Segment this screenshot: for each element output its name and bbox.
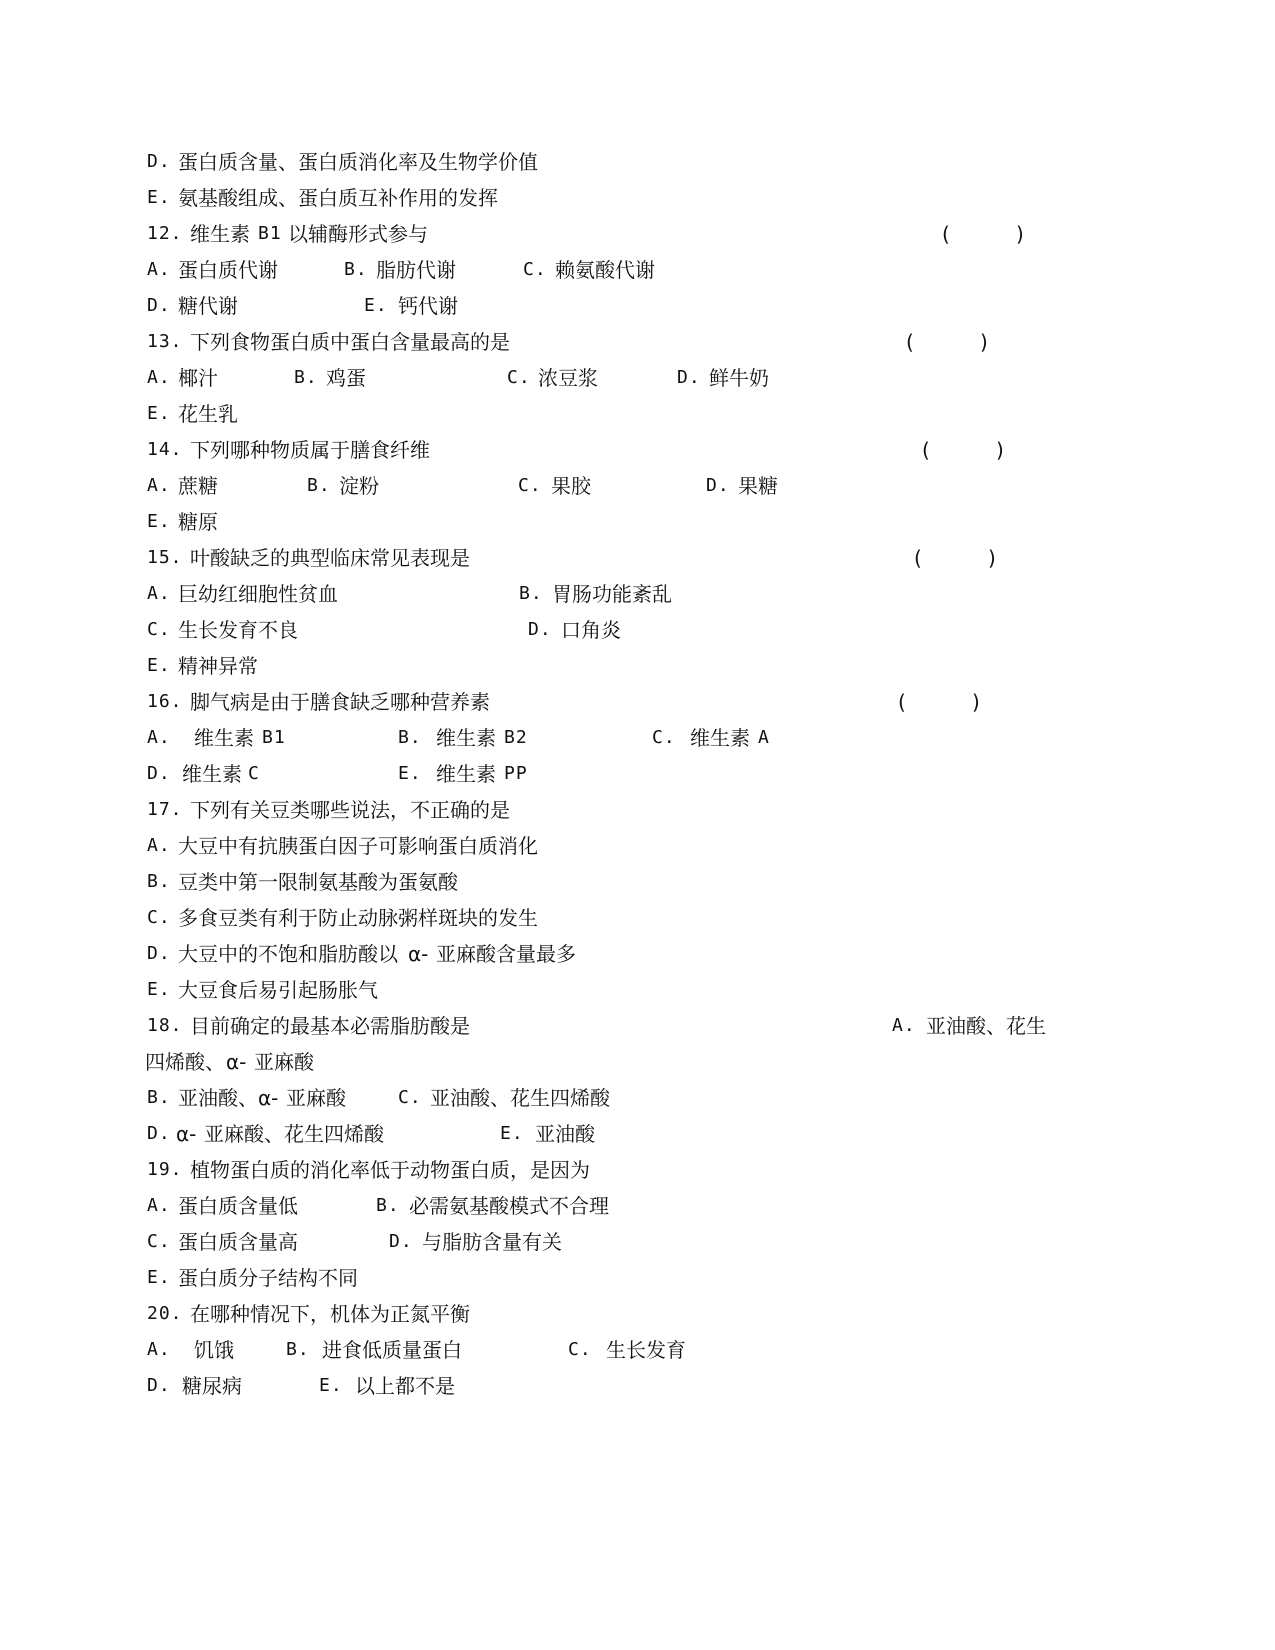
option-text: 鸡蛋 [326, 366, 366, 390]
question-text: 在哪种情况下，机体为正氮平衡 [190, 1302, 470, 1326]
option-text: 胃肠功能紊乱 [552, 582, 672, 606]
option-line [0, 612, 1275, 648]
option-text: 钙代谢 [398, 294, 458, 318]
answer-bracket-open: ( [906, 330, 914, 354]
option-letter: D. [147, 1123, 171, 1144]
option-text: 果糖 [738, 474, 778, 498]
option-letter: B. [398, 727, 422, 748]
question-line [0, 1296, 1275, 1332]
option-text: 大豆中的不饱和脂肪酸以 [178, 942, 398, 966]
option-text: 糖原 [178, 510, 218, 534]
answer-bracket-close: ) [972, 690, 980, 714]
option-text: 亚麻酸 [254, 1050, 314, 1074]
option-text: 亚油酸、 [178, 1086, 258, 1110]
option-letter: C. [652, 727, 676, 748]
option-text: 生长发育不良 [178, 618, 298, 642]
option-line [0, 1224, 1275, 1260]
option-letter: D. [147, 295, 171, 316]
option-text: 糖代谢 [178, 294, 238, 318]
option-text: B1 [262, 727, 286, 748]
option-line [0, 1116, 1275, 1152]
option-letter: B. [344, 259, 368, 280]
option-line [0, 288, 1275, 324]
option-letter: A. [147, 475, 171, 496]
question-text: 维生素 [190, 222, 250, 246]
option-text: 维生素 [194, 726, 254, 750]
option-letter: D. [706, 475, 730, 496]
question-text: 下列哪种物质属于膳食纤维 [190, 438, 430, 462]
option-line [0, 1332, 1275, 1368]
option-letter: E. [147, 979, 171, 1000]
question-text: 下列食物蛋白质中蛋白含量最高的是 [190, 330, 510, 354]
option-text: α- [226, 1050, 247, 1074]
option-text: 淀粉 [339, 474, 379, 498]
option-letter: E. [364, 295, 388, 316]
option-letter: C. [147, 619, 171, 640]
option-letter: B. [147, 871, 171, 892]
question-line [0, 540, 1275, 576]
option-line [0, 648, 1275, 684]
answer-bracket-open: ( [942, 222, 950, 246]
option-text: 维生素 [436, 726, 496, 750]
question-number: 15. [147, 547, 183, 568]
option-line [0, 468, 1275, 504]
option-text: 大豆食后易引起肠胀气 [178, 978, 378, 1002]
option-text: 浓豆浆 [538, 366, 598, 390]
option-line [0, 900, 1275, 936]
option-text: PP [504, 763, 528, 784]
option-letter: E. [147, 655, 171, 676]
option-text: 巨幼红细胞性贫血 [178, 582, 338, 606]
option-text: 亚麻酸含量最多 [436, 942, 576, 966]
option-line [0, 864, 1275, 900]
question-line [0, 432, 1275, 468]
answer-bracket-open: ( [922, 438, 930, 462]
question-text: B1 [258, 223, 282, 244]
option-line [0, 1188, 1275, 1224]
question-number: 13. [147, 331, 183, 352]
option-text: 生长发育 [606, 1338, 686, 1362]
option-text: C [248, 763, 260, 784]
option-letter: B. [519, 583, 543, 604]
option-letter: A. [892, 1015, 916, 1036]
option-text: 蔗糖 [178, 474, 218, 498]
option-line [0, 1368, 1275, 1404]
option-text: 椰汁 [178, 366, 218, 390]
option-line [0, 144, 1275, 180]
option-text: 脂肪代谢 [376, 258, 456, 282]
option-letter: A. [147, 583, 171, 604]
question-number: 17. [147, 799, 183, 820]
option-text: 鲜牛奶 [709, 366, 769, 390]
option-line [0, 936, 1275, 972]
option-text: 亚油酸、花生四烯酸 [430, 1086, 610, 1110]
option-text: α- [258, 1086, 279, 1110]
option-text: 蛋白质含量低 [178, 1194, 298, 1218]
option-letter: E. [147, 187, 171, 208]
option-letter: B. [286, 1339, 310, 1360]
option-letter: C. [507, 367, 531, 388]
option-letter: A. [147, 727, 171, 748]
option-text: 多食豆类有利于防止动脉粥样斑块的发生 [178, 906, 538, 930]
option-text: 口角炎 [561, 618, 621, 642]
question-line [0, 216, 1275, 252]
option-text: 花生乳 [178, 402, 238, 426]
option-line [0, 1044, 1275, 1080]
option-text: 必需氨基酸模式不合理 [409, 1194, 609, 1218]
option-letter: C. [147, 1231, 171, 1252]
question-text: 脚气病是由于膳食缺乏哪种营养素 [190, 690, 490, 714]
option-letter: D. [389, 1231, 413, 1252]
option-letter: E. [398, 763, 422, 784]
option-line [0, 252, 1275, 288]
option-line [0, 360, 1275, 396]
option-letter: B. [376, 1195, 400, 1216]
option-line [0, 504, 1275, 540]
question-text: 以辅酶形式参与 [288, 222, 428, 246]
option-text: 与脂肪含量有关 [422, 1230, 562, 1254]
option-text: 进食低质量蛋白 [322, 1338, 462, 1362]
option-letter: A. [147, 1339, 171, 1360]
answer-bracket-open: ( [914, 546, 922, 570]
option-letter: A. [147, 367, 171, 388]
question-line [0, 324, 1275, 360]
option-text: 大豆中有抗胰蛋白因子可影响蛋白质消化 [178, 834, 538, 858]
option-text: 蛋白质含量高 [178, 1230, 298, 1254]
option-text: 蛋白质分子结构不同 [178, 1266, 358, 1290]
option-text: 精神异常 [178, 654, 258, 678]
question-line [0, 1152, 1275, 1188]
option-text: 蛋白质含量、蛋白质消化率及生物学价值 [178, 150, 538, 174]
option-letter: C. [147, 907, 171, 928]
option-text: 维生素 [182, 762, 242, 786]
answer-bracket-open: ( [898, 690, 906, 714]
option-letter: B. [294, 367, 318, 388]
option-letter: D. [147, 943, 171, 964]
option-letter: D. [147, 763, 171, 784]
question-line [0, 684, 1275, 720]
option-letter: D. [147, 151, 171, 172]
option-text: 维生素 [436, 762, 496, 786]
option-letter: E. [147, 511, 171, 532]
question-number: 20. [147, 1303, 183, 1324]
option-letter: D. [528, 619, 552, 640]
option-line [0, 576, 1275, 612]
option-text: 饥饿 [194, 1338, 234, 1362]
option-letter: C. [568, 1339, 592, 1360]
question-number: 19. [147, 1159, 183, 1180]
question-line [0, 1008, 1275, 1044]
question-text: 叶酸缺乏的典型临床常见表现是 [190, 546, 470, 570]
question-number: 12. [147, 223, 183, 244]
question-text: 下列有关豆类哪些说法，不正确的是 [190, 798, 510, 822]
option-text: 赖氨酸代谢 [555, 258, 655, 282]
option-text: 豆类中第一限制氨基酸为蛋氨酸 [178, 870, 458, 894]
option-line [0, 396, 1275, 432]
option-text: α- [408, 942, 429, 966]
option-letter: A. [147, 259, 171, 280]
option-line [0, 828, 1275, 864]
option-text: 亚油酸 [535, 1122, 595, 1146]
option-letter: E. [500, 1123, 524, 1144]
answer-bracket-close: ) [988, 546, 996, 570]
option-line [0, 756, 1275, 792]
option-text: B2 [504, 727, 528, 748]
option-letter: D. [677, 367, 701, 388]
option-text: α- [176, 1122, 197, 1146]
option-text: 蛋白质代谢 [178, 258, 278, 282]
option-line [0, 720, 1275, 756]
option-text: A [758, 727, 770, 748]
question-line [0, 792, 1275, 828]
answer-bracket-close: ) [980, 330, 988, 354]
option-text: 亚麻酸、花生四烯酸 [204, 1122, 384, 1146]
option-letter: E. [147, 1267, 171, 1288]
option-letter: D. [147, 1375, 171, 1396]
question-number: 14. [147, 439, 183, 460]
option-text: 果胶 [551, 474, 591, 498]
option-letter: A. [147, 835, 171, 856]
answer-bracket-close: ) [1016, 222, 1024, 246]
option-letter: E. [147, 403, 171, 424]
option-line [0, 972, 1275, 1008]
option-text: 以上都不是 [355, 1374, 455, 1398]
option-text: 维生素 [690, 726, 750, 750]
option-line [0, 1080, 1275, 1116]
option-line [0, 180, 1275, 216]
option-text: 亚油酸、花生 [926, 1014, 1046, 1038]
option-text: 氨基酸组成、蛋白质互补作用的发挥 [178, 186, 498, 210]
question-text: 植物蛋白质的消化率低于动物蛋白质，是因为 [190, 1158, 590, 1182]
option-letter: C. [523, 259, 547, 280]
option-line [0, 1260, 1275, 1296]
question-number: 18. [147, 1015, 183, 1036]
answer-bracket-close: ) [996, 438, 1004, 462]
option-letter: C. [398, 1087, 422, 1108]
question-number: 16. [147, 691, 183, 712]
option-letter: B. [307, 475, 331, 496]
option-text: 亚麻酸 [286, 1086, 346, 1110]
question-text: 目前确定的最基本必需脂肪酸是 [190, 1014, 470, 1038]
option-text: 糖尿病 [182, 1374, 242, 1398]
option-letter: E. [319, 1375, 343, 1396]
option-letter: B. [147, 1087, 171, 1108]
option-letter: C. [518, 475, 542, 496]
option-letter: A. [147, 1195, 171, 1216]
option-text: 四烯酸、 [145, 1050, 225, 1074]
